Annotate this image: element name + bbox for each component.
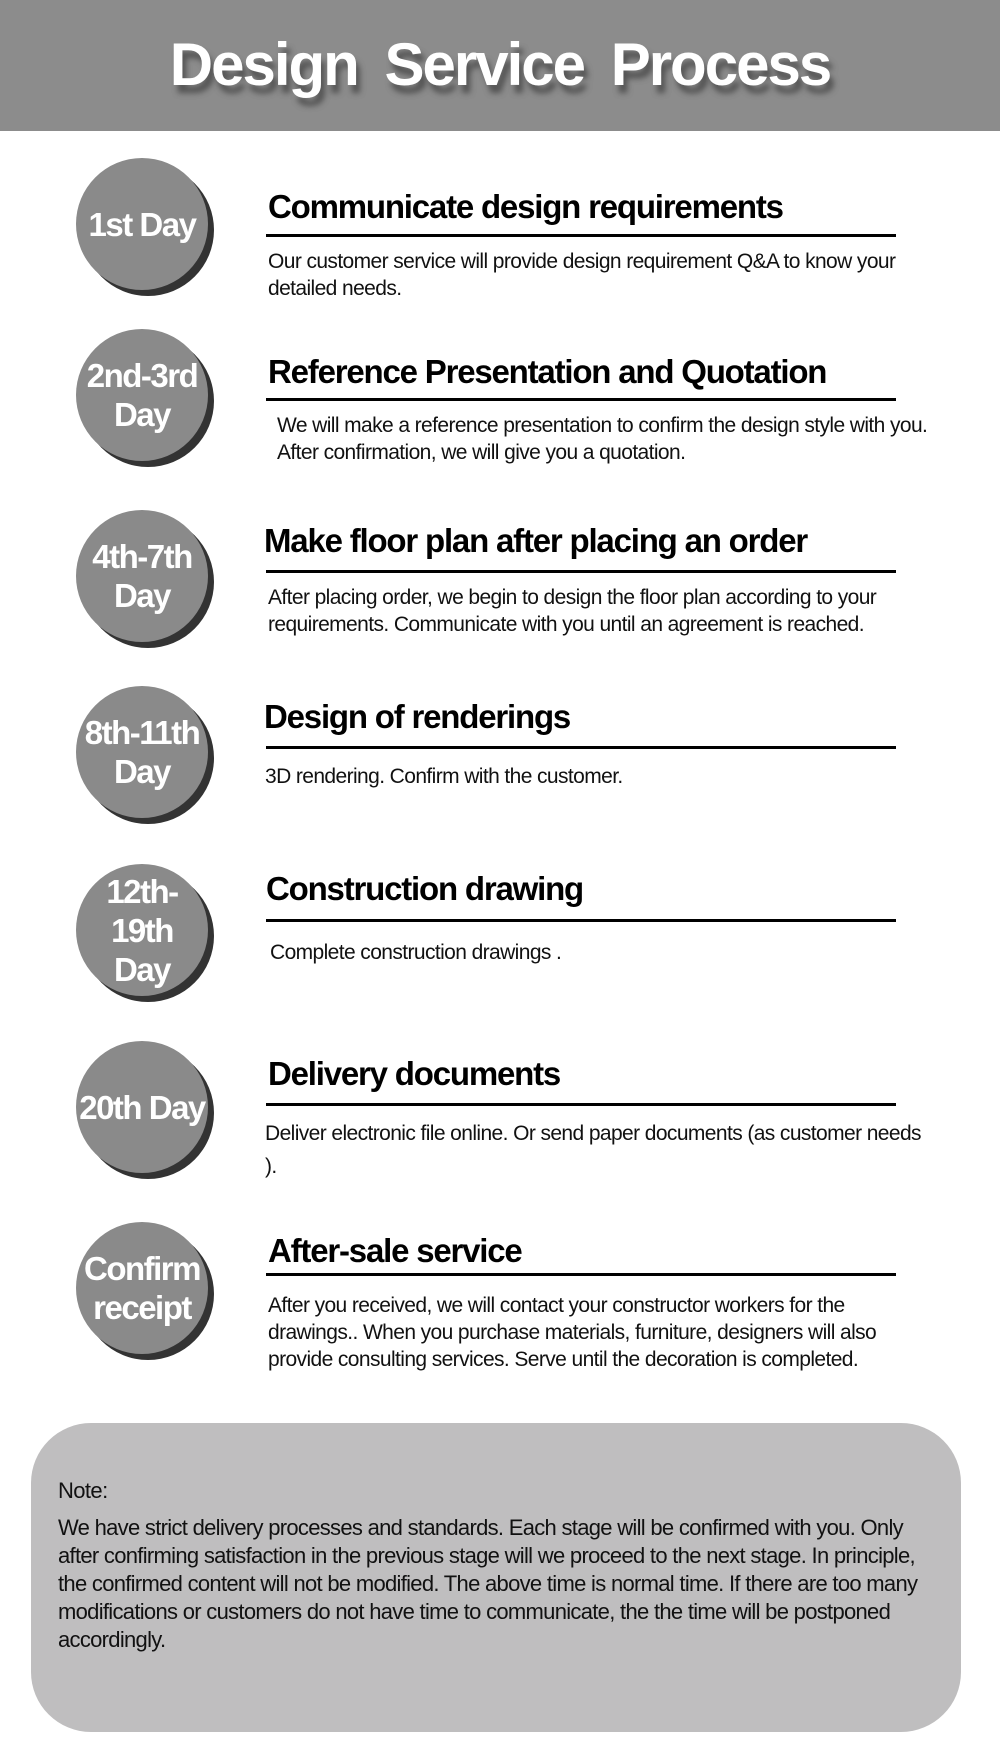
step-6 bbox=[0, 1041, 1000, 1211]
step-day-badge: Confirm receipt bbox=[76, 1222, 208, 1354]
step-description: Deliver electronic file online. Or send paper documents (as customer needs ). bbox=[265, 1122, 921, 1178]
step-day-badge: 4th-7th Day bbox=[76, 510, 208, 642]
note-text: We have strict delivery processes and standards. Each stage will be confirmed with you. Only after confirming satisfaction in the previous stage will we proceed to the next stage. In principle, the confirmed content will not be modified. The above time is normal time. If there are too many modifications or customers do not have time to communicate, the the time will be postponed accordingly. bbox=[58, 1515, 918, 1652]
divider bbox=[266, 919, 896, 922]
note-box bbox=[31, 1423, 961, 1732]
divider bbox=[266, 1273, 896, 1276]
page-title: Design Service Process bbox=[169, 31, 831, 98]
divider bbox=[266, 746, 896, 749]
step-heading: Design of renderings bbox=[264, 698, 571, 735]
step-heading: Construction drawing bbox=[266, 870, 583, 907]
step-day-badge: 12th-19th Day bbox=[76, 864, 208, 996]
step-3 bbox=[0, 510, 1000, 680]
step-heading: Reference Presentation and Quotation bbox=[268, 353, 827, 390]
step-day-badge: 8th-11th Day bbox=[76, 686, 208, 818]
step-heading: Delivery documents bbox=[268, 1055, 561, 1092]
header-banner bbox=[0, 0, 1000, 131]
step-day-badge: 20th Day bbox=[76, 1041, 208, 1173]
step-7 bbox=[0, 1222, 1000, 1392]
step-day-badge: 2nd-3rd Day bbox=[76, 329, 208, 461]
step-description: Complete construction drawings . bbox=[270, 941, 562, 964]
note-label: Note: bbox=[58, 1478, 108, 1503]
step-description: 3D rendering. Confirm with the customer. bbox=[265, 765, 623, 788]
divider bbox=[266, 398, 896, 401]
step-description: After placing order, we begin to design the floor plan according to your requirements. Communicate with you until an agreement is reached. bbox=[268, 586, 877, 636]
step-description: Our customer service will provide design requirement Q&A to know your detailed needs. bbox=[268, 250, 896, 300]
step-day-badge: 1st Day bbox=[76, 158, 208, 290]
divider bbox=[266, 1103, 896, 1106]
divider bbox=[266, 570, 896, 573]
step-description: We will make a reference presentation to confirm the design style with you. After confirmation, we will give you a quotation. bbox=[277, 414, 928, 464]
step-4 bbox=[0, 686, 1000, 856]
step-description: After you received, we will contact your constructor workers for the drawings.. When you purchase materials, furniture, designers will also provide consulting services. Serve until the decoration is completed. bbox=[268, 1294, 877, 1371]
divider bbox=[266, 234, 896, 237]
step-2 bbox=[0, 329, 1000, 499]
step-heading: After-sale service bbox=[268, 1232, 522, 1269]
step-1 bbox=[0, 158, 1000, 328]
step-heading: Make floor plan after placing an order bbox=[264, 522, 808, 559]
step-heading: Communicate design requirements bbox=[268, 188, 783, 225]
step-5 bbox=[0, 864, 1000, 1034]
